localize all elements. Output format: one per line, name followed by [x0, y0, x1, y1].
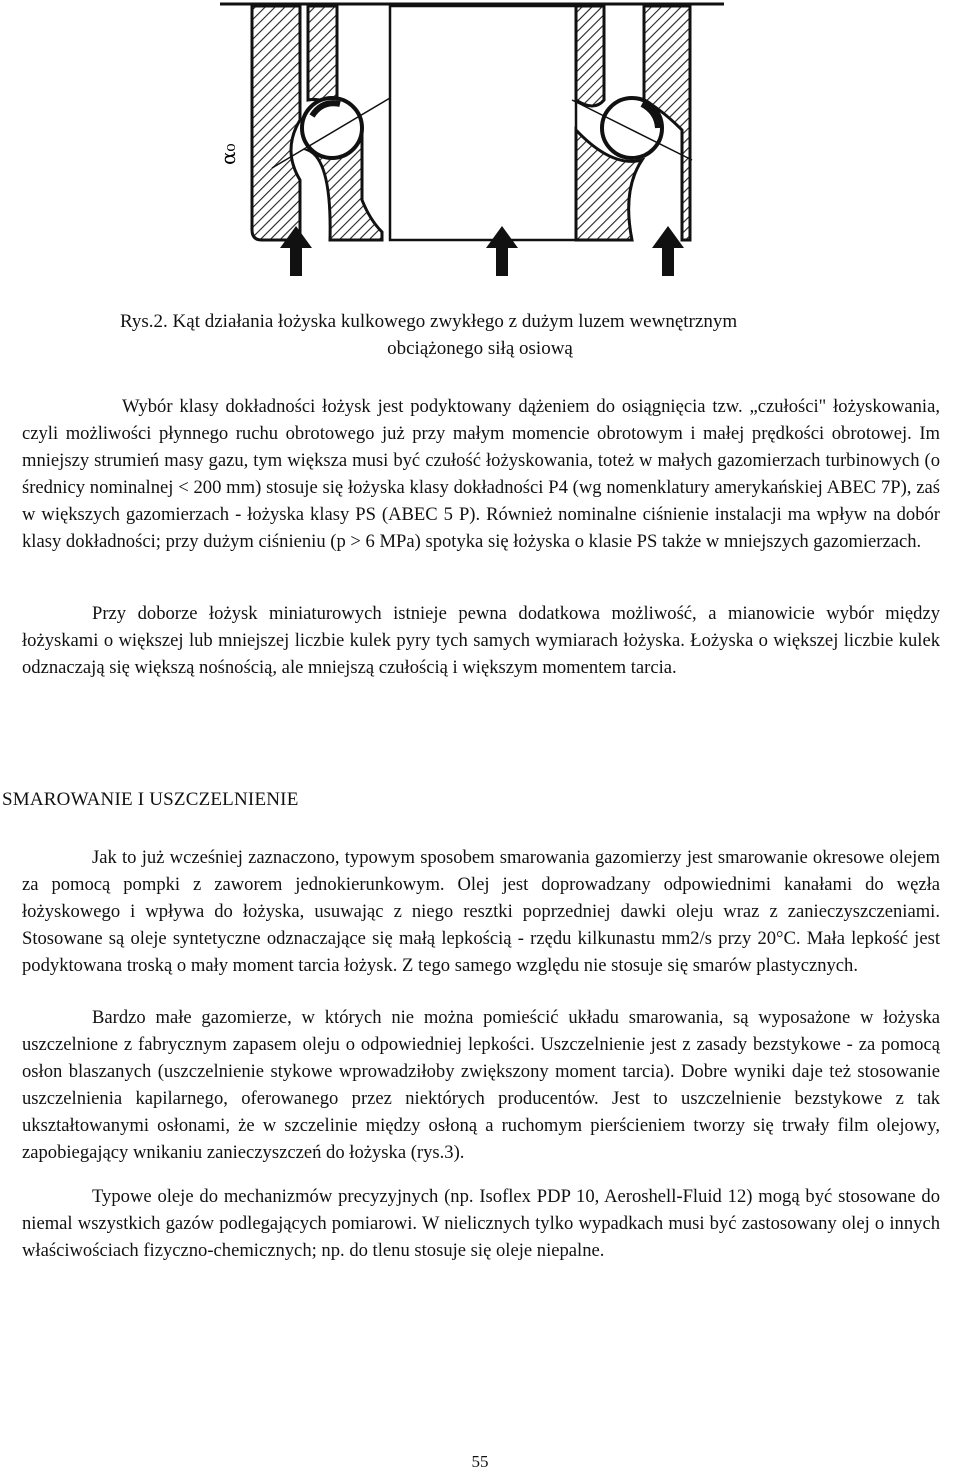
- paragraph-2: Przy doborze łożysk miniaturowych istnieje pewna dodatkowa możliwość, a mianowicie wybór między łożyskami o większej lub mniejszej liczbie kulek pyry tych samych wymiarach łożyska. Łożyska o większej liczbie kulek odznaczają się większą nośnością, ale mniejszą czułością i większym momentem tarcia.: [22, 603, 940, 678]
- angle-label: α₀: [216, 143, 240, 165]
- section-heading: SMAROWANIE I USZCZELNIENIE: [2, 789, 299, 810]
- page-number: 55: [471, 1452, 489, 1471]
- paragraph-4: Bardzo małe gazomierze, w których nie można pomieścić układu smarowania, są wyposażone w łożyska uszczelnione z fabrycznym zapasem oleju o odpowiedniej lepkości. Uszczelnienie jest z zasady bezstykowe - za pomocą osłon blaszanych (uszczelnienie stykowe wprowadziłoby zwiększony moment tarcia). Dobre wyniki daje też stosowanie uszczelnienia kapilarnego, oferowanego przez niektórych producentów. Jest to uszczelnienie bezstykowe z tak ukształtowanymi osłonami, że w szczelinie między osłoną a ruchomym pierścieniem tworzy się trwały film olejowy, zapobiegający wnikaniu zanieczyszczeń do łożyska (rys.3).: [22, 1007, 940, 1163]
- paragraph-5: Typowe oleje do mechanizmów precyzyjnych (np. Isoflex PDP 10, Aeroshell-Fluid 12) mogą być stosowane do niemal wszystkich gazów podlegających pomiarowi. W nielicznych tylko wypadkach musi być zastosowany olej o innych właściwościach fizyczno-chemicznych; np. do tlenu stosuje się oleje niepalne.: [22, 1186, 940, 1261]
- bearing-figure: [212, 0, 732, 276]
- figure-caption-line2: obciążonego siłą osiową: [387, 338, 573, 359]
- paragraph-3: Jak to już wcześniej zaznaczono, typowym sposobem smarowania gazomierzy jest smarowanie okresowe olejem za pomocą pompki z zaworem jednokierunkowym. Olej jest doprowadzany odpowiednimi kanałami do węzła łożyskowego i wpływa do łożyska, usuwając z niego resztki poprzedniej dawki oleju wraz z zanieczyszczeniami. Stosowane są oleje syntetyczne odznaczające się małą lepkością - rzędu kilkunastu mm2/s przy 20°C. Mała lepkość jest podyktowana troską o mały moment tarcia łożysk. Z tego samego względu nie stosuje się smarów plastycznych.: [22, 847, 940, 976]
- paragraph-1: Wybór klasy dokładności łożysk jest podyktowany dążeniem do osiągnięcia tzw. „czułości" łożyskowania, czyli możliwości płynnego ruchu obrotowego już przy małym momencie obrotowym i małej prędkości obrotowej. Im mniejszy strumień masy gazu, tym większa musi być czułość łożyskowania, toteż w małych gazomierzach turbinowych (o średnicy nominalnej < 200 mm) stosuje się łożyska klasy dokładności P4 (wg nomenklatury amerykańskiej ABEC 7P), zaś w większych gazomierzach - łożyska klasy PS (ABEC 5 P). Również nominalne ciśnienie instalacji ma wpływ na dobór klasy dokładności; przy dużym ciśnieniu (p > 6 MPa) spotyka się łożyska o klasie PS także w mniejszych gazomierzach.: [22, 396, 940, 552]
- bearing-drawing: [212, 0, 732, 276]
- figure-caption-line1: Rys.2. Kąt działania łożyska kulkowego zwykłego z dużym luzem wewnętrznym: [120, 311, 738, 332]
- right-bearing: [572, 6, 692, 276]
- left-bearing: [216, 6, 390, 276]
